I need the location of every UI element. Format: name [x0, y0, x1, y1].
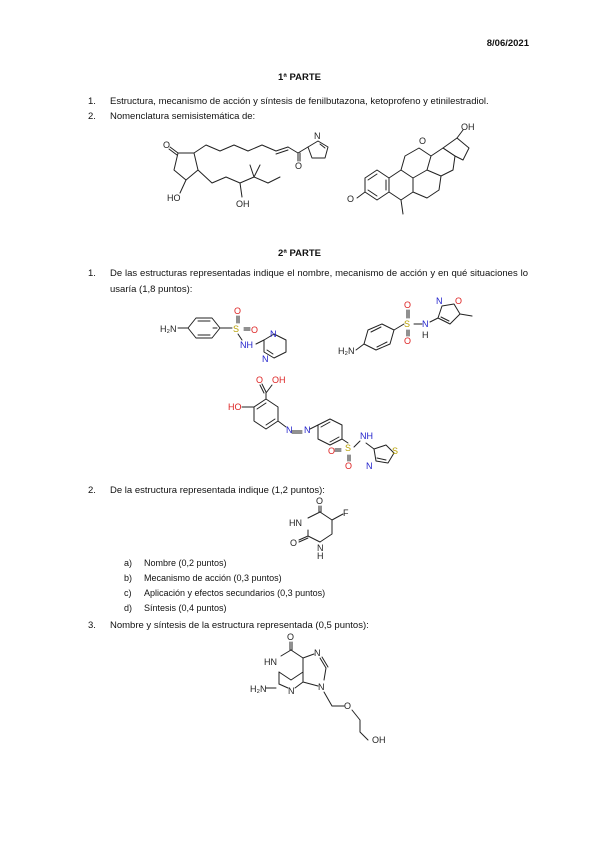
thiazole-sulfur: S — [392, 446, 399, 456]
hydroxyl-label: OH — [461, 122, 475, 132]
cyclopentane-ring — [174, 153, 198, 180]
isoxazole-nitrogen: N — [436, 296, 443, 306]
question-text: Nombre y síntesis de la estructura representada (0,5 puntos): — [110, 620, 369, 631]
question-number: 2. — [88, 111, 96, 122]
question-number: 2. — [88, 485, 96, 496]
sulfur-atom: S — [345, 443, 352, 453]
ether-oxygen: O — [344, 701, 352, 711]
subitem-letter: c) — [124, 588, 132, 598]
sulfur-atom: S — [233, 324, 240, 334]
azo-nitrogen-1: N — [286, 425, 293, 435]
carbonyl-oxygen-top: O — [316, 496, 324, 506]
pyrimidine-nitrogen-1: N — [270, 329, 277, 339]
part2-title: 2ª PARTE — [278, 248, 321, 259]
subitem-letter: d) — [124, 603, 133, 613]
sulfonyl-oxygen-bottom: O — [404, 336, 412, 346]
subitem-a — [124, 556, 227, 571]
ring-hydrogen-bottom: H — [317, 551, 324, 561]
structure-prostaglandin-ester — [150, 125, 350, 220]
structure-fluorouracil — [285, 496, 365, 560]
subitem-text: Síntesis (0,4 puntos) — [144, 603, 227, 613]
subitem-letter: a) — [124, 558, 133, 568]
subitem-text: Aplicación y efectos secundarios (0,3 puntos) — [144, 588, 326, 598]
sulfonyl-oxygen-left: O — [328, 446, 336, 456]
thiazole-nitrogen: N — [366, 461, 373, 471]
structure-sulfadiazine — [160, 306, 300, 366]
ring-nitrogen-bottom: N — [317, 543, 324, 553]
question-number: 1. — [88, 96, 96, 107]
pyrimidine-nitrogen-2: N — [262, 354, 269, 364]
ring-nh: HN — [289, 518, 302, 528]
lower-hydroxyl: OH — [236, 199, 250, 209]
ring-nitrogen-2: N — [314, 648, 321, 658]
carboxyl-oxygen: O — [256, 375, 264, 385]
ketone-oxygen: O — [163, 140, 171, 150]
subitem-text: Nombre (0,2 puntos) — [144, 558, 227, 568]
sulfur-atom: S — [404, 319, 411, 329]
benzene-ring — [318, 419, 342, 445]
ring-nitrogen-3: N — [318, 682, 325, 692]
fluorine-atom: F — [343, 508, 349, 518]
phenol-hydroxyl: HO — [228, 402, 242, 412]
question-text: Estructura, mecanismo de acción y síntesis de fenilbutazona, ketoprofeno y etinilestradiol. — [110, 96, 489, 107]
amine-label: H₂N — [338, 346, 355, 356]
subitem-b — [124, 571, 282, 586]
hydroxyl-label: OH — [372, 735, 386, 745]
carbonyl-oxygen: O — [287, 632, 295, 642]
isoxazole-oxygen: O — [455, 296, 463, 306]
sulfonyl-oxygen-top: O — [404, 300, 412, 310]
question-number: 1. — [88, 268, 96, 279]
sulfonyl-oxygen-top: O — [234, 306, 242, 316]
sulfonamide-nh: NH — [240, 340, 253, 350]
subitem-d — [124, 601, 227, 616]
part1-question-1 — [88, 94, 528, 110]
cyclopentane-ring — [443, 138, 469, 160]
part1-title: 1ª PARTE — [278, 72, 321, 83]
structure-steroid — [345, 120, 505, 220]
methoxy-oxygen: O — [347, 194, 355, 204]
hydroxyl-label: HO — [167, 193, 181, 203]
ring-nitrogen-1: N — [288, 686, 295, 696]
sulfonamide-hydrogen: H — [422, 330, 429, 340]
sulfonamide-nitrogen: N — [422, 319, 429, 329]
subitem-letter: b) — [124, 573, 133, 583]
subitem-text: Mecanismo de acción (0,3 puntos) — [144, 573, 282, 583]
structure-sulfasalazine — [228, 375, 408, 475]
amine-label: H₂N — [160, 324, 177, 334]
structure-sulfamethoxazole — [338, 292, 488, 362]
ring-oxygen: O — [419, 136, 427, 146]
ring-nitrogen: N — [314, 131, 321, 141]
thiazole-ring — [374, 445, 394, 463]
sulfonamide-nh: NH — [360, 431, 373, 441]
question-text: De las estructuras representadas indique el nombre, mecanismo de acción y en qué situaciones lo usaría (1,8 puntos): — [110, 268, 528, 295]
exam-date: 8/06/2021 — [486, 38, 529, 49]
sulfonyl-oxygen-right: O — [251, 325, 259, 335]
azo-nitrogen-2: N — [304, 425, 311, 435]
carboxyl-hydroxyl: OH — [272, 375, 286, 385]
question-text: Nomenclatura semisistemática de: — [110, 111, 256, 122]
subitem-c — [124, 586, 325, 601]
heteroaromatic-ring — [308, 141, 328, 158]
question-number: 3. — [88, 620, 96, 631]
amine-label: H₂N — [250, 684, 267, 694]
carbonyl-oxygen-bottom: O — [290, 538, 298, 548]
ring-nh: HN — [264, 657, 277, 667]
sulfonyl-oxygen-bottom: O — [345, 461, 353, 471]
question-text: De la estructura representada indique (1,2 puntos): — [110, 485, 325, 496]
structure-acyclovir — [248, 632, 398, 748]
ester-oxygen: O — [295, 161, 303, 171]
